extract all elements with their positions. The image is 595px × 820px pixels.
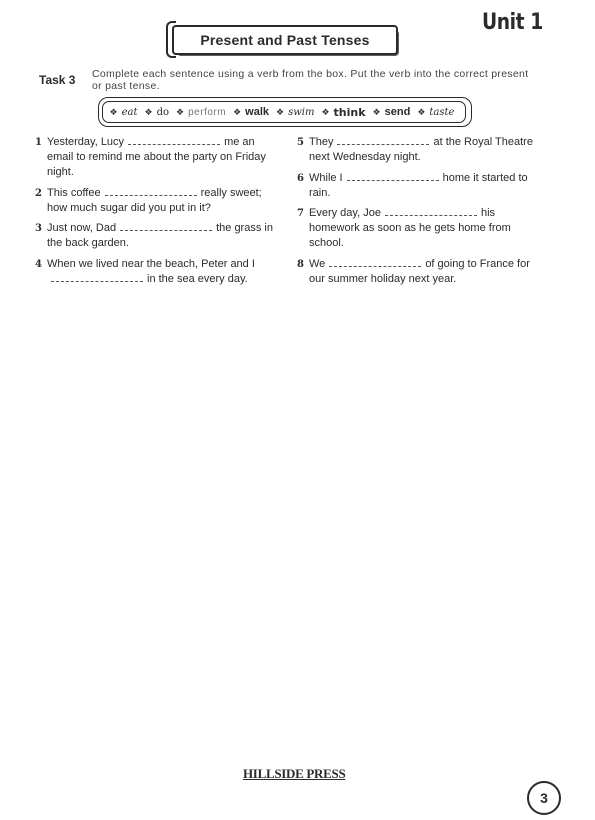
answer-blank[interactable] bbox=[337, 143, 429, 145]
verb-box bbox=[102, 101, 466, 123]
answer-blank[interactable] bbox=[105, 194, 197, 196]
exercise-item-4 bbox=[35, 257, 280, 287]
exercise-text-after: his homework as soon as he gets home from school. bbox=[309, 207, 511, 250]
exercise-text-before: Just now, Dad bbox=[47, 222, 117, 234]
exercise-text-after: in the sea every day. bbox=[147, 273, 248, 286]
exercise-item-6 bbox=[297, 171, 545, 201]
diamond-bullet-icon: ❖ bbox=[417, 106, 426, 117]
exercise-text-after: of going to France for our summer holiday next year. bbox=[309, 258, 530, 286]
exercise-text-after: me an email to remind me about the party on Friday night. bbox=[47, 136, 266, 179]
verb-option: think bbox=[333, 105, 366, 119]
answer-blank[interactable] bbox=[347, 179, 439, 181]
diamond-bullet-icon: ❖ bbox=[372, 106, 381, 117]
page-number: 3 bbox=[527, 781, 561, 815]
exercise-text-before: This coffee bbox=[47, 187, 101, 199]
exercise-text-after: the grass in the back garden. bbox=[47, 222, 273, 250]
unit-label: Unit 1 bbox=[482, 10, 543, 35]
diamond-bullet-icon: ❖ bbox=[233, 106, 242, 117]
exercise-number: 3 bbox=[35, 223, 42, 234]
diamond-bullet-icon: ❖ bbox=[276, 106, 285, 117]
exercise-number: 8 bbox=[297, 259, 304, 270]
verb-option: walk bbox=[245, 106, 269, 118]
task-instructions: Complete each sentence using a verb from the box. Put the verb into the correct present or past tense. bbox=[92, 68, 529, 92]
exercise-text-after: at the Royal Theatre next Wednesday night. bbox=[309, 136, 533, 164]
verb-option: do bbox=[156, 106, 170, 118]
task-label: Task 3 bbox=[39, 73, 76, 87]
verb-option: taste bbox=[429, 106, 455, 118]
verb-option: swim bbox=[288, 106, 315, 118]
answer-blank[interactable] bbox=[128, 143, 220, 145]
exercise-item-7 bbox=[297, 206, 545, 252]
exercise-number: 2 bbox=[35, 188, 42, 199]
exercise-text-before: Yesterday, Lucy bbox=[47, 136, 125, 148]
answer-blank[interactable] bbox=[120, 229, 212, 231]
exercise-number: 6 bbox=[297, 173, 304, 184]
exercise-number: 1 bbox=[35, 137, 42, 148]
diamond-bullet-icon: ❖ bbox=[321, 106, 330, 117]
exercise-item-2 bbox=[35, 186, 280, 216]
exercise-item-8 bbox=[297, 257, 545, 287]
verb-option: perform bbox=[188, 106, 227, 118]
exercise-text-before: They bbox=[309, 136, 334, 148]
exercise-text-before: Every day, Joe bbox=[309, 207, 381, 219]
page-title: Present and Past Tenses bbox=[172, 25, 398, 55]
exercise-number: 5 bbox=[297, 137, 304, 148]
verb-option: send bbox=[384, 106, 411, 118]
exercise-item-1 bbox=[35, 135, 280, 181]
answer-blank[interactable] bbox=[385, 214, 477, 216]
exercise-text-before: When we lived near the beach, Peter and I bbox=[47, 258, 255, 270]
diamond-bullet-icon: ❖ bbox=[109, 106, 118, 117]
diamond-bullet-icon: ❖ bbox=[144, 106, 153, 117]
exercise-number: 7 bbox=[297, 208, 304, 219]
diamond-bullet-icon: ❖ bbox=[176, 106, 185, 117]
exercise-item-3 bbox=[35, 221, 280, 251]
exercise-number: 4 bbox=[35, 259, 42, 270]
answer-blank[interactable] bbox=[329, 265, 421, 267]
exercise-item-5 bbox=[297, 135, 545, 165]
publisher-logo: HILLSIDE PRESS bbox=[243, 766, 346, 781]
exercise-text-after: home it started to rain. bbox=[309, 172, 528, 200]
exercise-text-before: While I bbox=[309, 172, 343, 184]
verb-option: eat bbox=[121, 106, 138, 118]
answer-blank[interactable] bbox=[51, 280, 143, 282]
exercise-text-after: really sweet; how much sugar did you put in it? bbox=[47, 187, 262, 215]
exercise-text-before: We bbox=[309, 258, 326, 270]
